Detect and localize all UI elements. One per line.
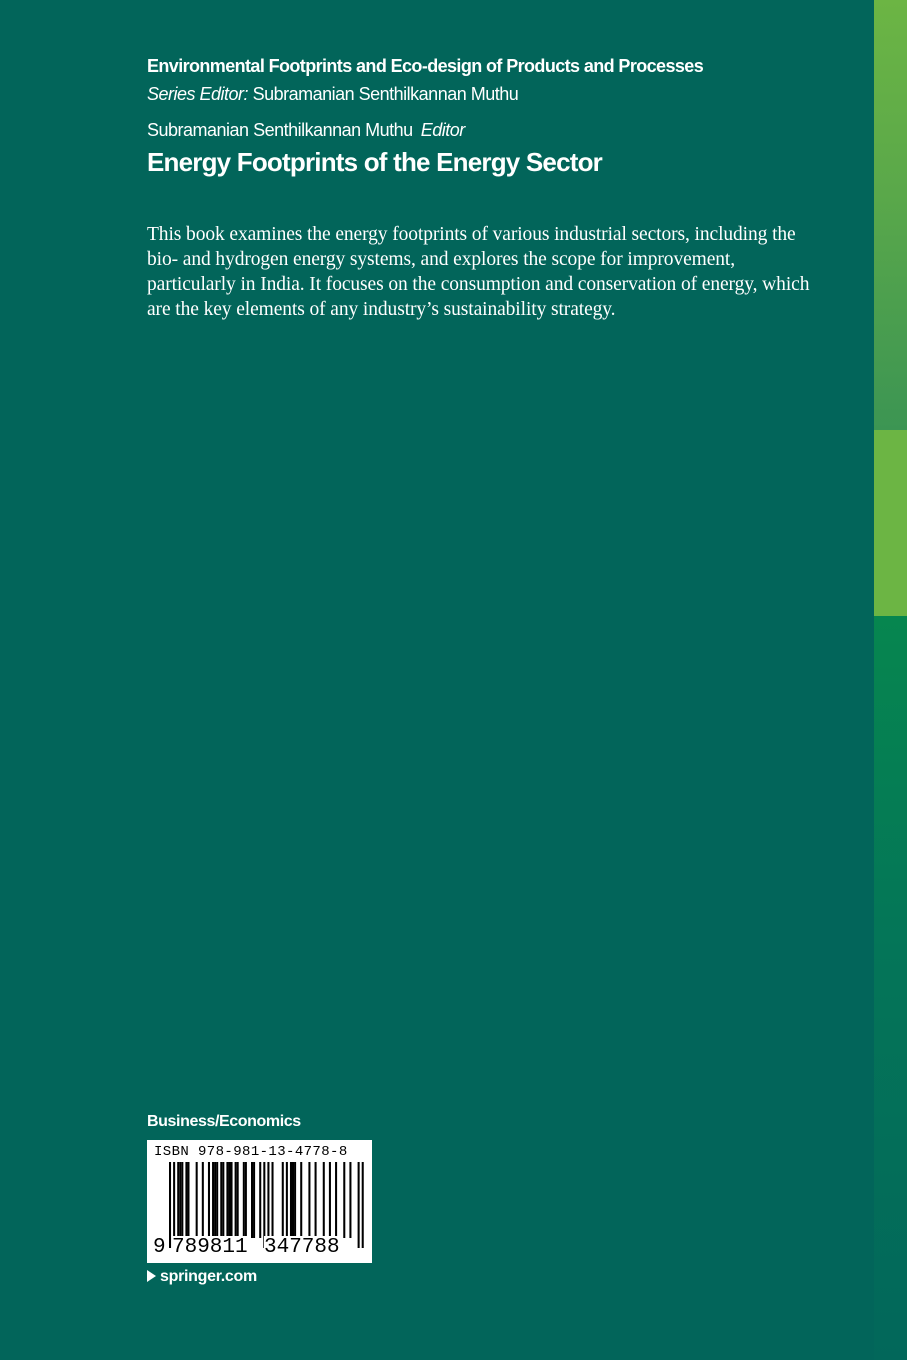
- barcode-bar: [335, 1162, 337, 1238]
- barcode-bar: [286, 1162, 288, 1238]
- barcode-bar: [202, 1162, 204, 1238]
- color-stripe-top: [874, 0, 907, 430]
- series-editor-name: Subramanian Senthilkannan Muthu: [252, 84, 519, 104]
- barcode-bar: [228, 1162, 230, 1238]
- barcode-digits-right: 347788: [264, 1236, 340, 1259]
- barcode-bar: [181, 1162, 183, 1238]
- barcode-bar: [220, 1162, 222, 1238]
- color-stripe-bottom: [874, 616, 907, 1360]
- barcode-bar: [214, 1162, 216, 1238]
- arrow-right-icon: [147, 1270, 156, 1282]
- color-stripe-middle: [874, 430, 907, 616]
- book-title: Energy Footprints of the Energy Sector: [147, 147, 602, 177]
- barcode-bar: [216, 1162, 218, 1238]
- series-editor-label: Series Editor:: [147, 84, 249, 104]
- subject-category: Business/Economics: [147, 1113, 301, 1130]
- barcode-digits-left: 789811: [172, 1236, 248, 1259]
- barcode-bar: [259, 1162, 261, 1238]
- barcode-bar: [294, 1162, 296, 1238]
- barcode-bar: [323, 1162, 325, 1238]
- barcode-bar: [169, 1162, 171, 1248]
- book-editor: [147, 120, 465, 141]
- barcode-bar: [179, 1162, 181, 1238]
- barcode-bar: [226, 1162, 228, 1238]
- isbn-number: ISBN 978-981-13-4778-8: [154, 1144, 348, 1160]
- barcode-bar: [343, 1162, 345, 1238]
- barcode-bar: [243, 1162, 245, 1238]
- barcode-bar: [300, 1162, 302, 1238]
- barcode-bar: [222, 1162, 224, 1238]
- barcode-bar: [212, 1162, 214, 1238]
- book-description: This book examines the energy footprints of various industrial sectors, including the bio- and hydrogen energy systems, and explores the scope for improvement, particularly in India. It focuses on the consumption and conservation of energy, which are the key elements of any industry’s sustainability strategy.: [147, 224, 810, 320]
- barcode-bar: [196, 1162, 198, 1238]
- barcode-bar: [290, 1162, 292, 1238]
- book-editor-name: Subramanian Senthilkannan Muthu: [147, 120, 413, 140]
- barcode-bar: [237, 1162, 239, 1238]
- barcode-bar: [231, 1162, 233, 1238]
- barcode-bar: [292, 1162, 294, 1238]
- barcode-bar: [272, 1162, 274, 1238]
- barcode-bar: [362, 1162, 364, 1248]
- barcode-bar: [349, 1162, 351, 1238]
- barcode-bar: [187, 1162, 189, 1238]
- barcode-bar: [208, 1162, 210, 1238]
- book-editor-role: Editor: [420, 120, 465, 140]
- barcode-bar: [185, 1162, 187, 1238]
- series-title: Environmental Footprints and Eco-design of Products and Processes: [147, 56, 704, 76]
- barcode-bar: [315, 1162, 317, 1238]
- barcode-bar: [177, 1162, 179, 1238]
- barcode-bar: [282, 1162, 284, 1238]
- barcode-bar: [308, 1162, 310, 1238]
- barcode-bar: [245, 1162, 247, 1238]
- barcode-bar: [235, 1162, 237, 1238]
- isbn-barcode: [147, 1140, 372, 1263]
- barcode-bar: [253, 1162, 255, 1238]
- barcode-bar: [251, 1162, 253, 1238]
- barcode-digit-first: 9: [153, 1236, 166, 1259]
- barcode-bar: [358, 1162, 360, 1248]
- publisher-website: [147, 1268, 257, 1286]
- series-editor: [147, 84, 518, 105]
- barcode-bar: [329, 1162, 331, 1238]
- website-text: springer.com: [160, 1268, 257, 1285]
